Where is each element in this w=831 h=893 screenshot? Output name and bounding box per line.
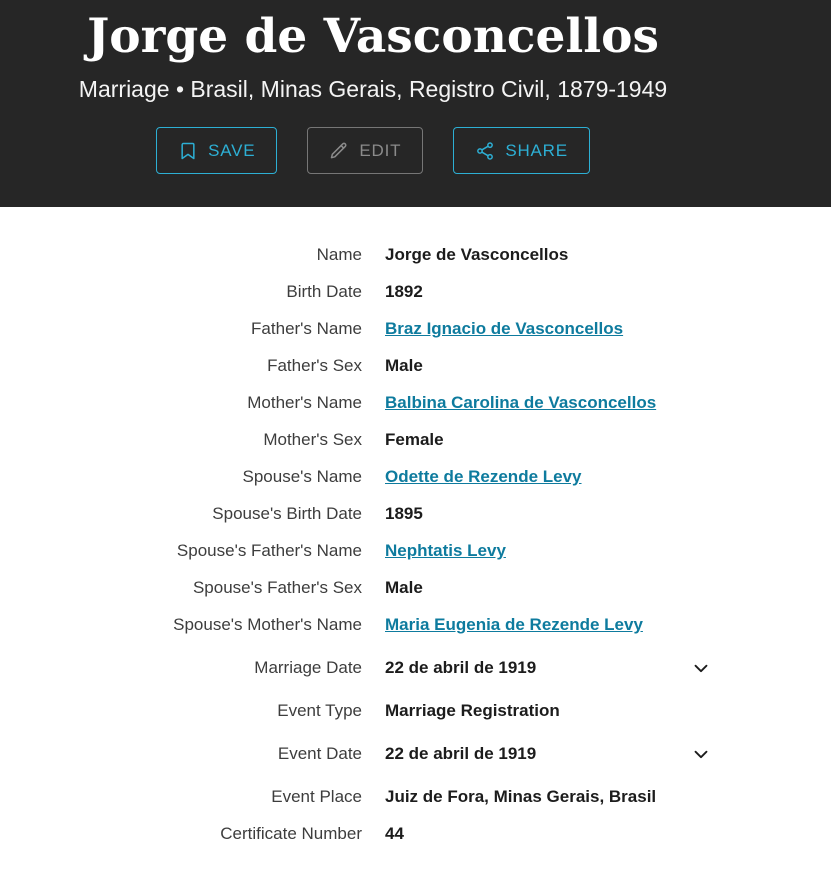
field-value: 1892 — [385, 282, 423, 301]
chevron-down-icon[interactable] — [690, 657, 712, 679]
record-row — [0, 459, 831, 496]
field-value-wrap — [385, 699, 831, 723]
field-value-link[interactable]: Balbina Carolina de Vasconcellos — [385, 393, 657, 412]
field-label: Spouse's Name — [242, 467, 362, 486]
record-row — [0, 385, 831, 422]
field-value-wrap — [385, 539, 831, 563]
record-row — [0, 274, 831, 311]
chevron-down-icon[interactable] — [690, 743, 712, 765]
edit-button-label: EDIT — [359, 140, 402, 160]
field-value-wrap — [385, 428, 831, 452]
field-label: Spouse's Mother's Name — [173, 615, 362, 634]
field-value-wrap — [385, 465, 831, 489]
record-header — [0, 0, 831, 207]
field-value-link[interactable]: Odette de Rezende Levy — [385, 467, 582, 486]
record-row — [0, 816, 831, 853]
field-value: 44 — [385, 824, 404, 843]
field-label: Birth Date — [286, 282, 362, 301]
record-row — [0, 779, 831, 816]
field-value-wrap — [385, 354, 831, 378]
share-button-label: SHARE — [505, 140, 568, 160]
field-value-wrap — [385, 502, 831, 526]
field-value: Male — [385, 578, 423, 597]
field-value: Female — [385, 430, 444, 449]
field-value-wrap — [385, 280, 831, 304]
record-row — [0, 237, 831, 274]
field-value-wrap — [385, 243, 831, 267]
record-row — [0, 644, 831, 693]
record-row — [0, 422, 831, 459]
field-label: Mother's Sex — [263, 430, 362, 449]
field-value-wrap — [385, 656, 712, 680]
record-row — [0, 533, 831, 570]
field-value: Jorge de Vasconcellos — [385, 245, 569, 264]
field-value-wrap — [385, 613, 831, 637]
field-value-wrap — [385, 391, 831, 415]
record-row — [0, 730, 831, 779]
save-button[interactable] — [156, 127, 277, 174]
record-row — [0, 607, 831, 644]
pencil-icon — [329, 141, 349, 161]
field-value: Marriage Registration — [385, 701, 560, 720]
field-label: Certificate Number — [220, 824, 362, 843]
field-label: Marriage Date — [254, 658, 362, 677]
record-details — [0, 207, 831, 853]
field-value: Juiz de Fora, Minas Gerais, Brasil — [385, 787, 657, 806]
edit-button[interactable] — [307, 127, 423, 174]
field-value-wrap — [385, 822, 831, 846]
field-label: Spouse's Father's Sex — [192, 578, 362, 597]
field-value-wrap — [385, 576, 831, 600]
field-value-wrap — [385, 317, 831, 341]
field-value: 22 de abril de 1919 — [385, 658, 537, 677]
field-label: Father's Name — [251, 319, 362, 338]
share-button[interactable] — [453, 127, 590, 174]
record-row — [0, 311, 831, 348]
field-value-link[interactable]: Maria Eugenia de Rezende Levy — [385, 615, 643, 634]
field-label: Spouse's Father's Name — [176, 541, 362, 560]
field-label: Event Type — [277, 701, 362, 720]
field-label: Spouse's Birth Date — [212, 504, 362, 523]
field-value: 22 de abril de 1919 — [385, 744, 537, 763]
field-label: Name — [316, 245, 362, 264]
record-collection-subtitle: Marriage • Brasil, Minas Gerais, Registro Civil, 1879-1949 — [78, 76, 668, 102]
field-value-link[interactable]: Braz Ignacio de Vasconcellos — [385, 319, 624, 338]
page-title: Jorge de Vasconcellos — [87, 9, 659, 64]
field-label: Event Date — [277, 744, 362, 763]
bookmark-icon — [178, 141, 198, 161]
field-label: Father's Sex — [267, 356, 362, 375]
field-value-wrap — [385, 785, 831, 809]
save-button-label: SAVE — [208, 140, 256, 160]
record-row — [0, 496, 831, 533]
record-row — [0, 693, 831, 730]
record-row — [0, 348, 831, 385]
field-label: Mother's Name — [247, 393, 362, 412]
field-value-wrap — [385, 742, 712, 766]
record-row — [0, 570, 831, 607]
action-button-row — [0, 127, 746, 174]
header-content — [0, 0, 746, 174]
field-label: Event Place — [271, 787, 362, 806]
share-nodes-icon — [475, 141, 495, 161]
field-value: Male — [385, 356, 423, 375]
field-value-link[interactable]: Nephtatis Levy — [385, 541, 506, 560]
field-value: 1895 — [385, 504, 423, 523]
